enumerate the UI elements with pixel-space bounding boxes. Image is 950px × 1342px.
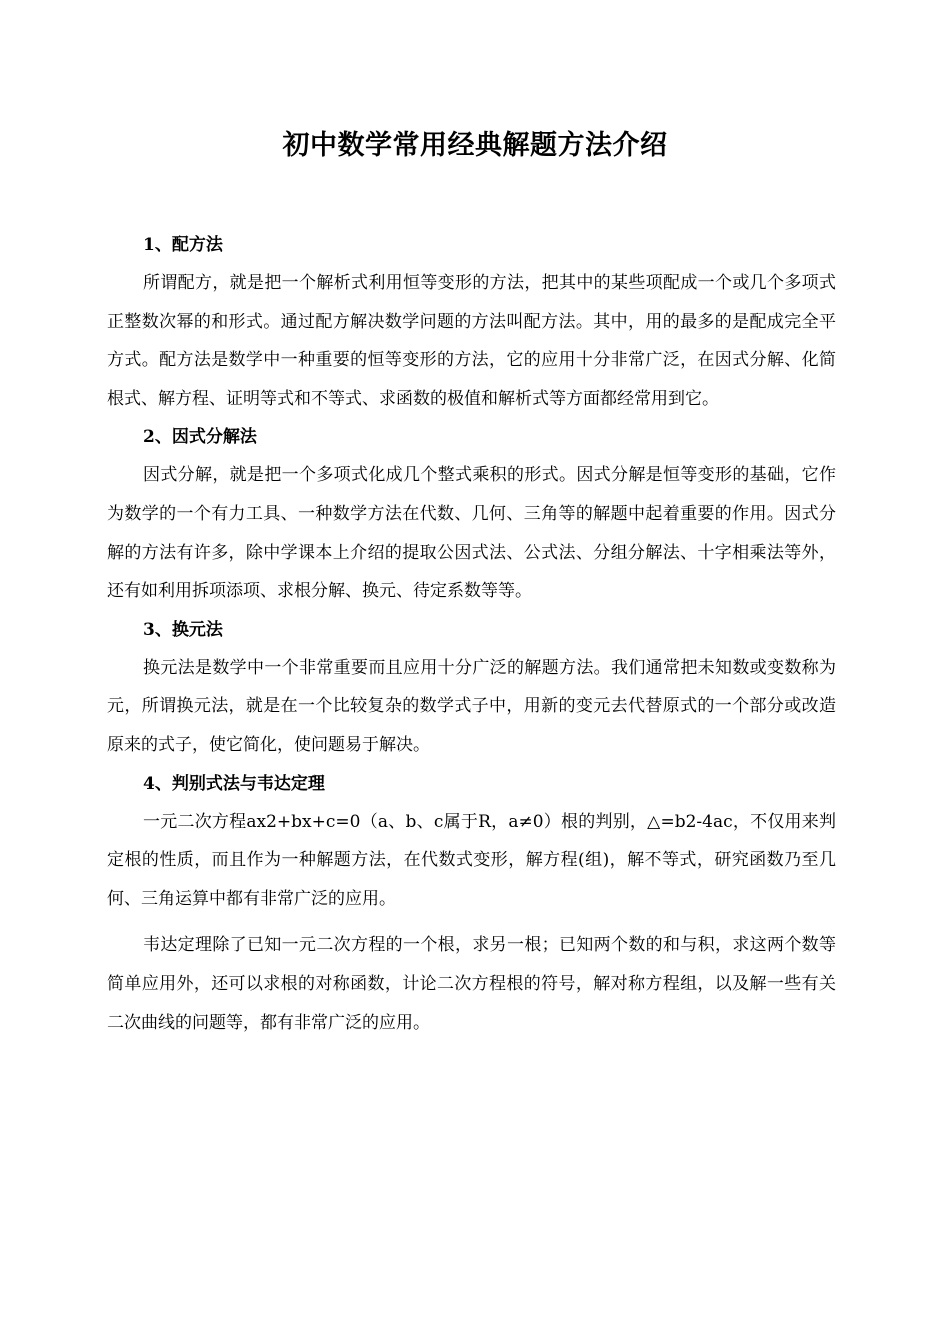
paragraph-yinshifenjiefa: 因式分解，就是把一个多项式化成几个整式乘积的形式。因式分解是恒等变形的基础，它作为数学的一个有力工具、一种数学方法在代数、几何、三角等的解题中起着重要的作用。因式分解的方法有许多，除中学课本上介绍的提取公因式法、公式法、分组分解法、十字相乘法等外，还有如利用拆项添项、求根分解、换元、待定系数等等。	[107, 465, 836, 602]
paragraph-panbieshi: 一元二次方程ax2+bx+c=0（a、b、c属于R，a≠0）根的判别，△=b2-4ac，不仅用来判定根的性质，而且作为一种解题方法，在代数式变形，解方程(组)，解不等式，研究函数乃至几何、三角运算中都有非常广泛的应用。	[107, 811, 836, 909]
section-heading-peifangfa: 1、配方法	[143, 235, 223, 255]
section-heading-panbieshifa: 4、判别式法与韦达定理	[143, 773, 325, 794]
document-body	[107, 226, 836, 1042]
section-heading-yinshifenjiefa: 2、因式分解法	[143, 427, 257, 448]
page-title: 初中数学常用经典解题方法介绍	[282, 130, 668, 161]
paragraph-huanyuanfa: 换元法是数学中一个非常重要而且应用十分广泛的解题方法。我们通常把未知数或变数称为元，所谓换元法，就是在一个比较复杂的数学式子中，用新的变元去代替原式的一个部分或改造原来的式子，使它简化，使问题易于解决。	[107, 657, 836, 755]
paragraph-weida-dingli: 韦达定理除了已知一元二次方程的一个根，求另一根；已知两个数的和与积，求这两个数等简单应用外，还可以求根的对称函数，计论二次方程根的符号，解对称方程组，以及解一些有关二次曲线的问题等，都有非常广泛的应用。	[107, 935, 836, 1033]
paragraph-peifangfa: 所谓配方，就是把一个解析式利用恒等变形的方法，把其中的某些项配成一个或几个多项式正整数次幂的和形式。通过配方解决数学问题的方法叫配方法。其中，用的最多的是配成完全平方式。配方法是数学中一种重要的恒等变形的方法，它的应用十分非常广泛，在因式分解、化简根式、解方程、证明等式和不等式、求函数的极值和解析式等方面都经常用到它。	[107, 273, 836, 409]
section-heading-huanyuanfa: 3、换元法	[143, 619, 223, 640]
